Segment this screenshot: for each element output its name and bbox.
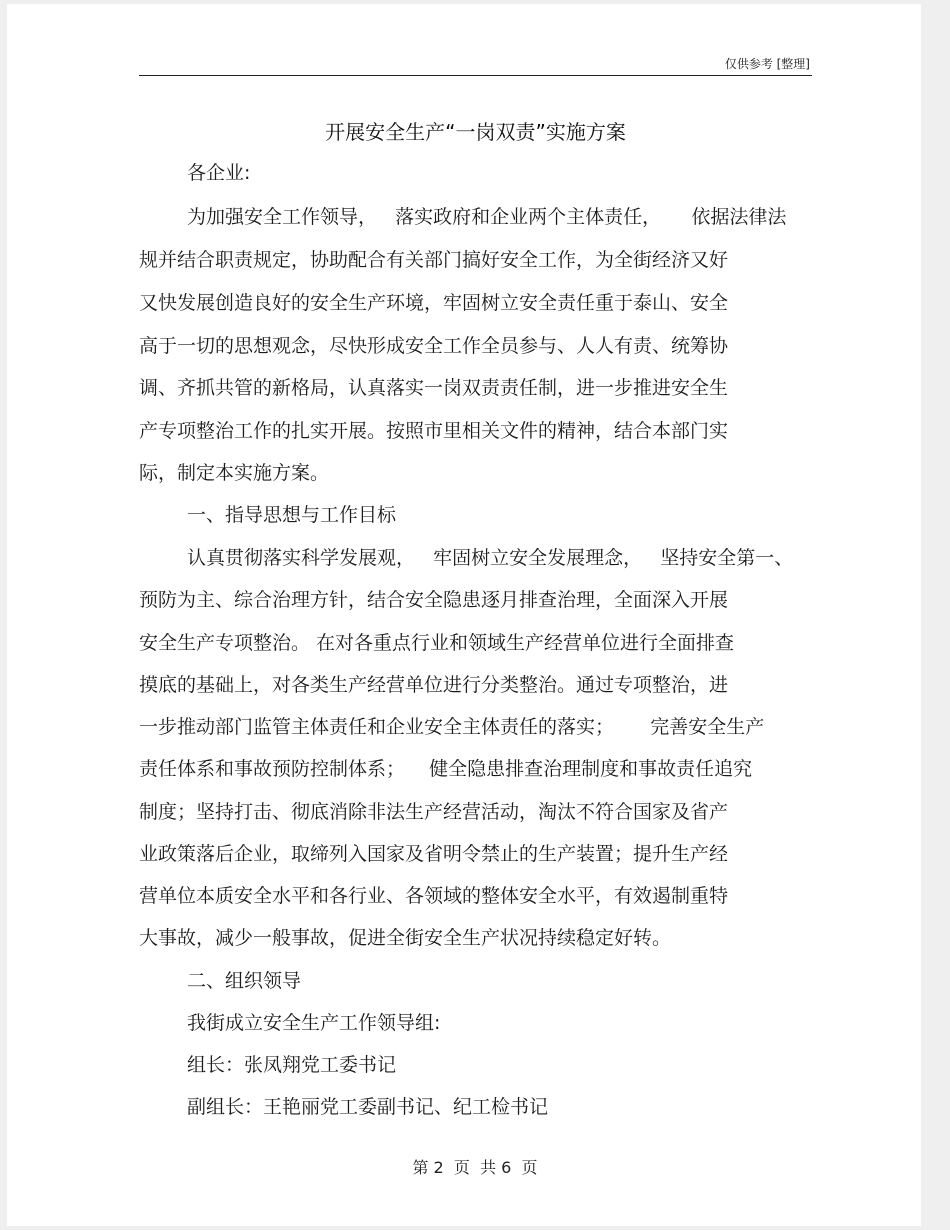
paragraph-line: 摸底的基础上，对各类生产经营单位进行分类整治。通过专项整治，进 <box>139 674 729 696</box>
paragraph-line: 我街成立安全生产工作领导组: <box>187 1012 441 1034</box>
salutation: 各企业: <box>187 162 251 184</box>
paragraph-line: 产专项整治工作的扎实开展。按照市里相关文件的精神，结合本部门实 <box>139 420 729 442</box>
paragraph-line: 大事故，减少一般事故，促进全街安全生产状况持续稳定好转。 <box>139 927 672 949</box>
paragraph-line: 责任体系和事故预防控制体系； 健全隐患排查治理制度和事故责任追究 <box>139 758 753 780</box>
paragraph-line: 认真贯彻落实科学发展观， 牢固树立安全发展理念， 坚持安全第一、 <box>187 547 794 569</box>
paragraph-line: 制度；坚持打击、彻底消除非法生产经营活动，淘汰不符合国家及省产 <box>139 801 729 823</box>
paper-sheet <box>7 4 921 1226</box>
paragraph-line: 一步推动部门监管主体责任和企业安全主体责任的落实； 完善安全生产 <box>139 716 765 738</box>
header-label: 仅供参考 [整理] <box>724 57 810 71</box>
paragraph-line: 高于一切的思想观念，尽快形成安全工作全员参与、人人有责、统筹协 <box>139 335 729 357</box>
paragraph-line: 际，制定本实施方案。 <box>139 462 330 484</box>
page-number-footer: 第 2 页 共 6 页 <box>412 1158 538 1177</box>
section-heading: 一、指导思想与工作目标 <box>187 504 397 526</box>
paragraph-line: 预防为主、综合治理方针，结合安全隐患逐月排查治理，全面深入开展 <box>139 589 729 611</box>
paragraph-line: 为加强安全工作领导， 落实政府和企业两个主体责任， 依据法律法 <box>187 206 787 228</box>
section-heading: 二、组织领导 <box>187 970 302 992</box>
paragraph-line: 副组长：王艳丽党工委副书记、纪工检书记 <box>187 1096 549 1118</box>
paragraph-line: 规并结合职责规定，协助配合有关部门搞好安全工作，为全街经济又好 <box>139 249 729 271</box>
paragraph-line: 又快发展创造良好的安全生产环境，牢固树立安全责任重于泰山、安全 <box>139 292 729 314</box>
paragraph-line: 安全生产专项整治。 在对各重点行业和领域生产经营单位进行全面排查 <box>139 632 735 654</box>
paragraph-line: 组长：张凤翔党工委书记 <box>187 1054 397 1076</box>
header-divider <box>139 75 812 76</box>
paragraph-line: 调、齐抓共管的新格局，认真落实一岗双责责任制，进一步推进安全生 <box>139 377 729 399</box>
document-title: 开展安全生产“一岗双责”实施方案 <box>325 120 626 144</box>
paragraph-line: 业政策落后企业，取缔列入国家及省明令禁止的生产装置；提升生产经 <box>139 843 729 865</box>
paragraph-line: 营单位本质安全水平和各行业、各领域的整体安全水平，有效遏制重特 <box>139 885 729 907</box>
